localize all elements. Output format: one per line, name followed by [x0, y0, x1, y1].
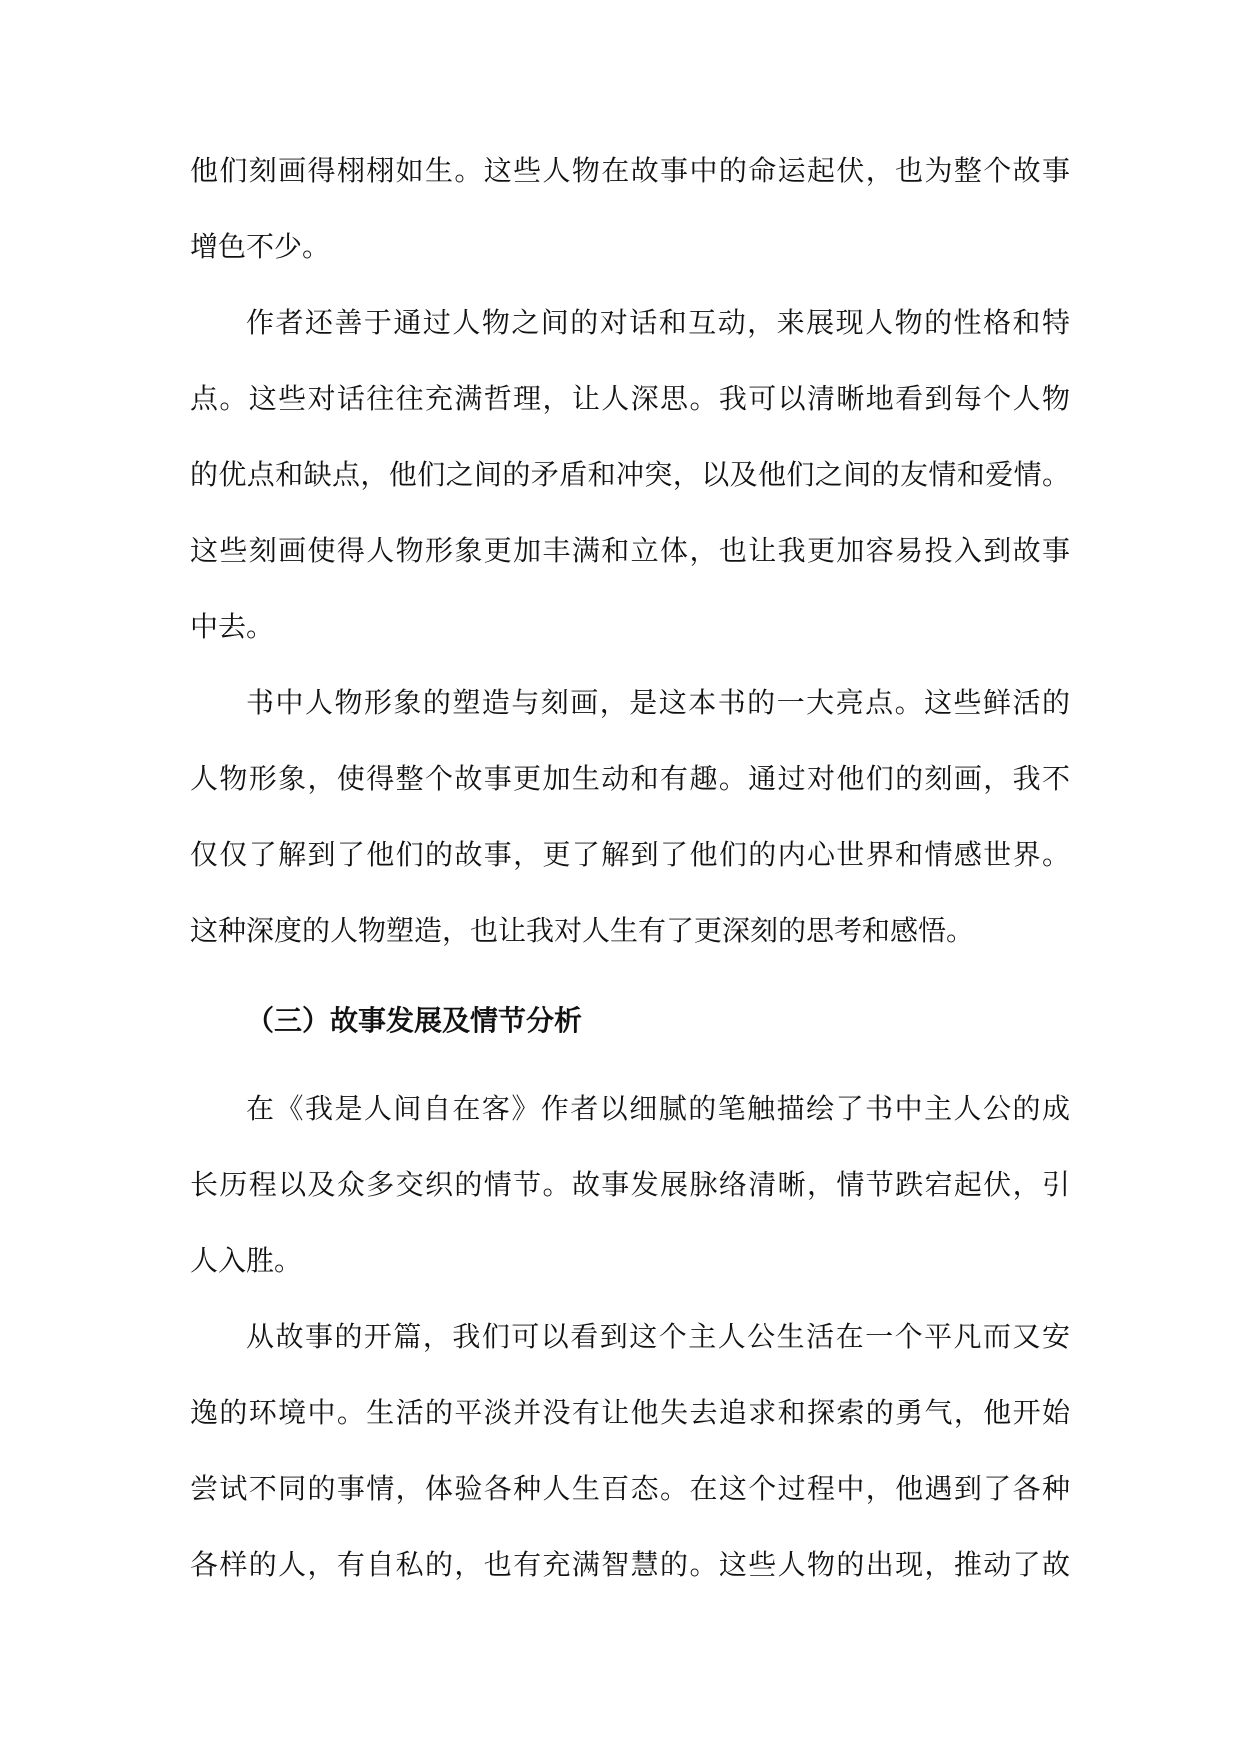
text-line: 中去。 — [190, 610, 275, 643]
text-line: 增色不少。 — [190, 230, 331, 263]
text-line: 尝试不同的事情，体验各种人生百态。在这个过程中，他遇到了各种 — [190, 1472, 1070, 1505]
paragraph-first-line: 书中人物形象的塑造与刻画，是这本书的一大亮点。这些鲜活的 — [246, 686, 1070, 719]
text-line: 仅仅了解到了他们的故事，更了解到了他们的内心世界和情感世界。 — [190, 838, 1070, 871]
text-line: 各样的人，有自私的，也有充满智慧的。这些人物的出现，推动了故 — [190, 1548, 1070, 1581]
section-heading: （三）故事发展及情节分析 — [246, 1004, 583, 1037]
text-line: 人入胜。 — [190, 1244, 303, 1277]
paragraph-first-line: 在《我是人间自在客》作者以细腻的笔触描绘了书中主人公的成 — [246, 1092, 1070, 1125]
text-line: 这种深度的人物塑造，也让我对人生有了更深刻的思考和感悟。 — [190, 914, 975, 947]
text-line: 的优点和缺点，他们之间的矛盾和冲突，以及他们之间的友情和爱情。 — [190, 458, 1070, 491]
text-line: 这些刻画使得人物形象更加丰满和立体，也让我更加容易投入到故事 — [190, 534, 1070, 567]
text-line: 他们刻画得栩栩如生。这些人物在故事中的命运起伏，也为整个故事 — [190, 154, 1070, 187]
text-line: 人物形象，使得整个故事更加生动和有趣。通过对他们的刻画，我不 — [190, 762, 1070, 795]
text-line: 长历程以及众多交织的情节。故事发展脉络清晰，情节跌宕起伏，引 — [190, 1168, 1070, 1201]
text-line: 点。这些对话往往充满哲理，让人深思。我可以清晰地看到每个人物 — [190, 382, 1070, 415]
paragraph-first-line: 作者还善于通过人物之间的对话和互动，来展现人物的性格和特 — [246, 306, 1070, 339]
text-line: 逸的环境中。生活的平淡并没有让他失去追求和探索的勇气，他开始 — [190, 1396, 1070, 1429]
paragraph-first-line: 从故事的开篇，我们可以看到这个主人公生活在一个平凡而又安 — [246, 1320, 1070, 1353]
